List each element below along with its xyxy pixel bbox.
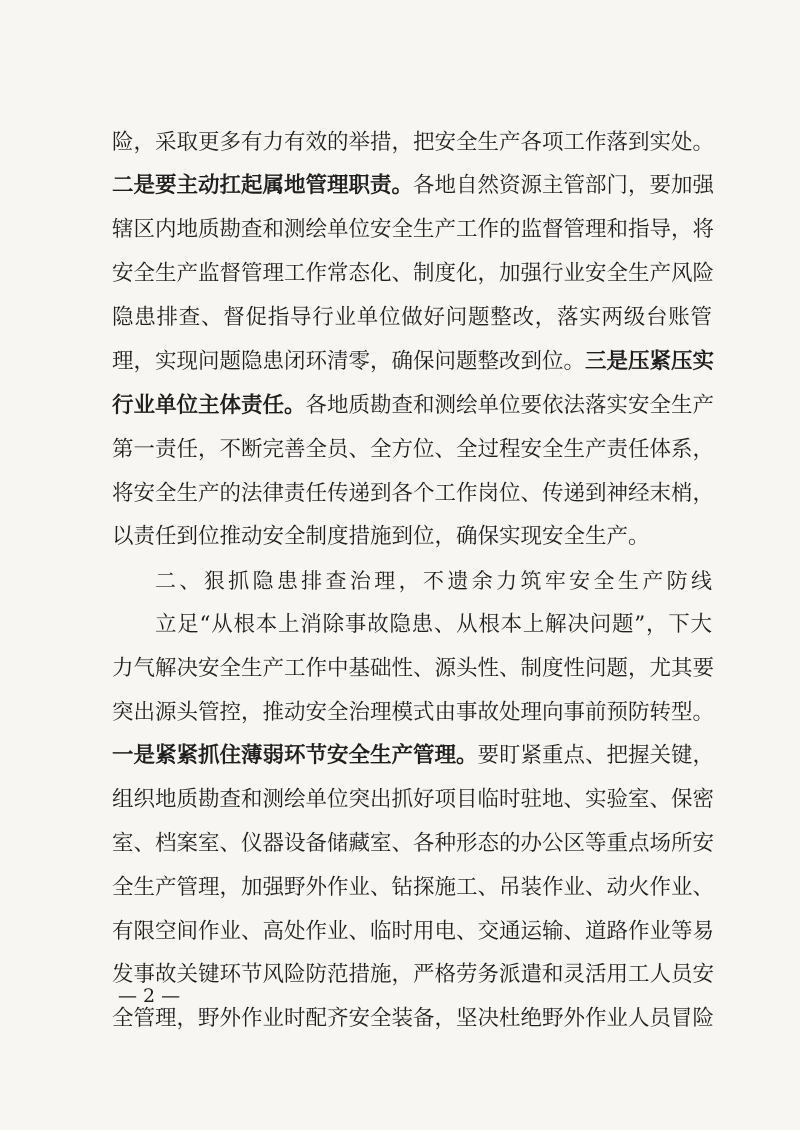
text-run: 各地质勘查和测绘单位要依法落实安全生产 xyxy=(305,393,715,418)
text-run: 全管理，野外作业时配齐安全装备，坚决杜绝野外作业人员冒险 xyxy=(112,1006,715,1031)
text-run: 力气解决安全生产工作中基础性、源头性、制度性问题，尤其要 xyxy=(112,656,715,681)
body-line xyxy=(112,392,715,420)
text-run: 第一责任，不断完善全员、全方位、全过程安全生产责任体系， xyxy=(112,437,715,462)
text-run: 发事故关键环节风险防范措施，严格劳务派遣和灵活用工人员安 xyxy=(112,962,715,987)
text-run: 二、狠抓隐患排查治理，不遗余力筑牢安全生产防线 xyxy=(155,569,712,593)
bold-phrase: 三是压紧压实 xyxy=(585,349,715,374)
text-run: 组织地质勘查和测绘单位突出抓好项目临时驻地、实验室、保密 xyxy=(112,787,715,812)
text-run: 险，采取更多有力有效的举措，把安全生产各项工作落到实处。 xyxy=(112,130,715,155)
body-line xyxy=(112,874,715,902)
text-run: 理，实现问题隐患闭环清零，确保问题整改到位。 xyxy=(112,349,586,374)
body-line xyxy=(112,742,715,770)
body-line xyxy=(112,304,712,332)
body-line xyxy=(112,523,712,551)
body-line xyxy=(155,611,712,639)
section-heading xyxy=(155,567,712,595)
body-line xyxy=(112,172,715,200)
body-line xyxy=(112,655,715,683)
text-run: 全生产管理，加强野外作业、钻探施工、吊装作业、动火作业、 xyxy=(112,875,715,900)
body-line xyxy=(112,260,715,288)
text-run: 安全生产监督管理工作常态化、制度化，加强行业安全生产风险 xyxy=(112,261,715,286)
text-run: 室、档案室、仪器设备储藏室、各种形态的办公区等重点场所安 xyxy=(112,831,715,856)
text-run: 要盯紧重点、把握关键， xyxy=(477,743,715,768)
text-run: 立足“从根本上消除事故隐患、从根本上解决问题”，下大 xyxy=(155,612,712,637)
body-line xyxy=(112,436,715,464)
body-line xyxy=(112,699,715,727)
body-line xyxy=(112,830,715,858)
page-number: — 2 — xyxy=(118,985,181,1007)
text-run: 辖区内地质勘查和测绘单位安全生产工作的监督管理和指导，将 xyxy=(112,217,715,242)
text-run: 有限空间作业、高处作业、临时用电、交通运输、道路作业等易 xyxy=(112,919,715,944)
body-line xyxy=(112,918,715,946)
text-run: 突出源头管控，推动安全治理模式由事故处理向事前预防转型。 xyxy=(112,700,715,725)
text-run: 以责任到位推动安全制度措施到位，确保实现安全生产。 xyxy=(112,524,650,549)
body-line xyxy=(112,480,715,508)
bold-phrase: 二是要主动扛起属地管理职责。 xyxy=(112,173,414,198)
text-run: 隐患排查、督促指导行业单位做好问题整改，落实两级台账管 xyxy=(112,305,712,330)
bold-phrase: 行业单位主体责任。 xyxy=(112,393,306,418)
body-line xyxy=(112,1005,715,1033)
bold-phrase: 一是紧紧抓住薄弱环节安全生产管理。 xyxy=(112,743,478,768)
body-line xyxy=(112,216,715,244)
text-run: 将安全生产的法律责任传递到各个工作岗位、传递到神经末梢， xyxy=(112,481,715,506)
body-line xyxy=(112,786,715,814)
body-line xyxy=(112,348,715,376)
body-line xyxy=(112,129,715,157)
body-line xyxy=(112,961,715,989)
text-run: 各地自然资源主管部门，要加强 xyxy=(413,173,715,198)
